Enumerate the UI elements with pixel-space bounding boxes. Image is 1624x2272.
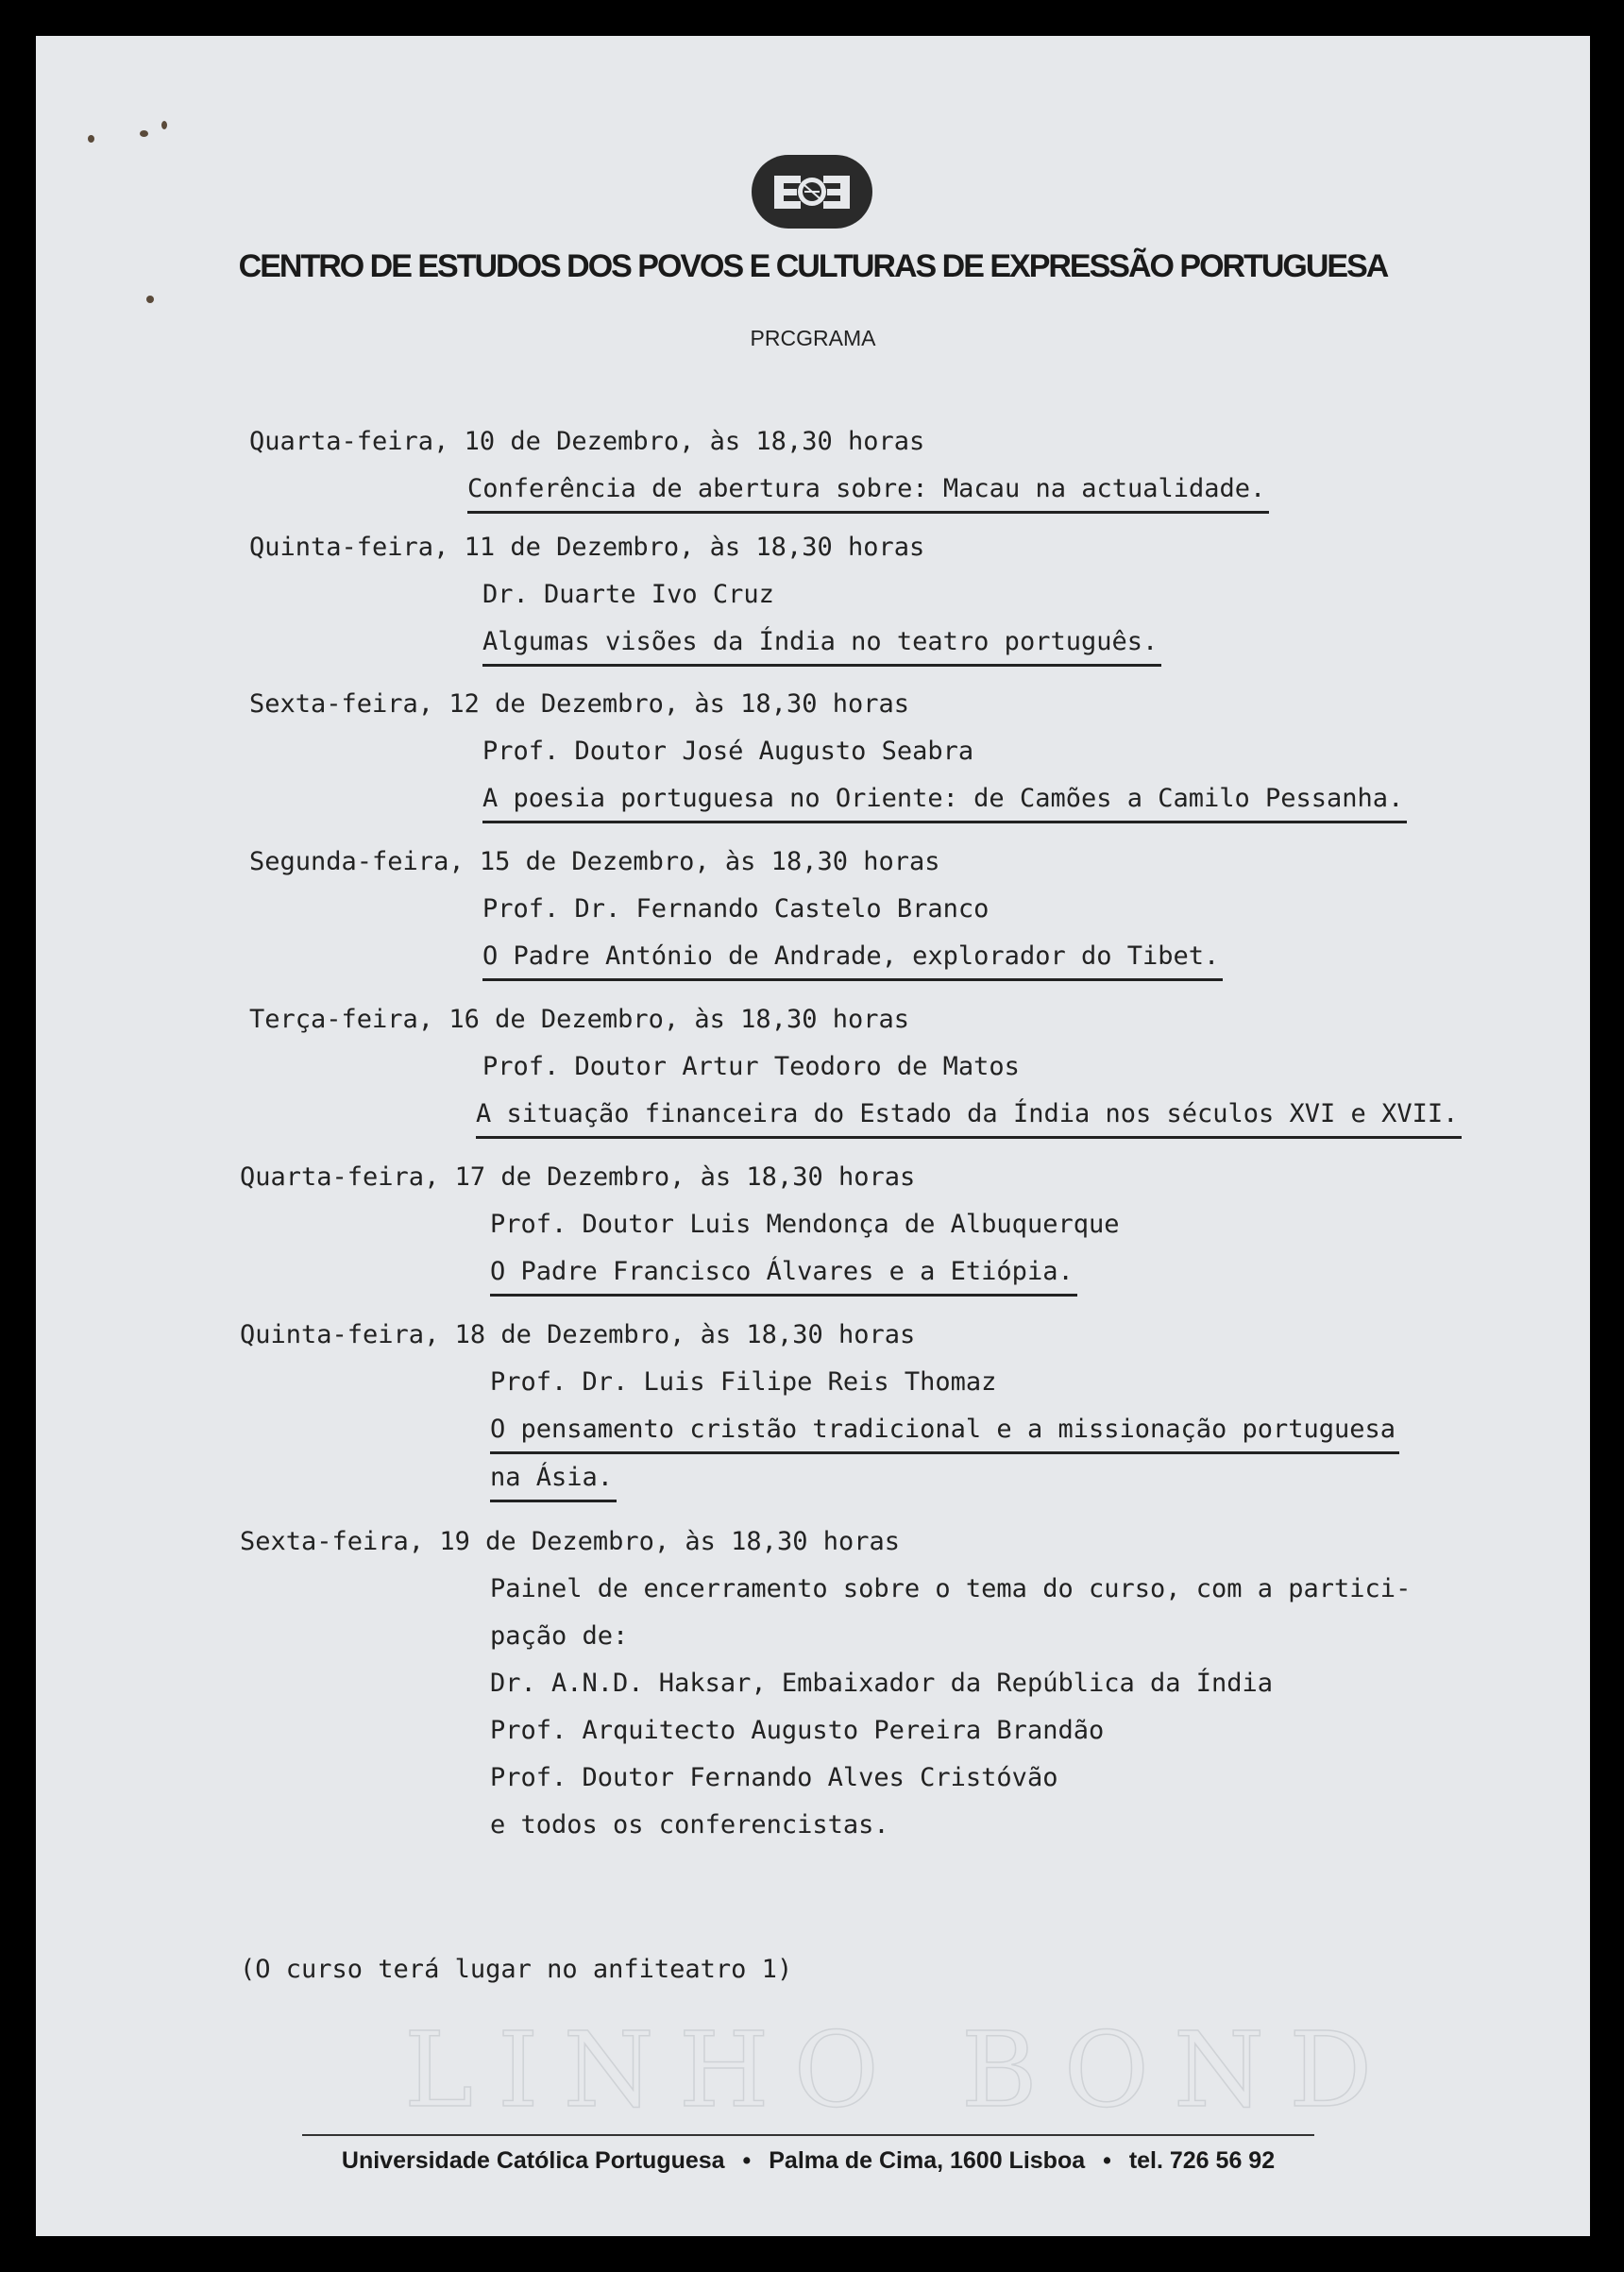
session-item xyxy=(249,839,1223,981)
stain-spot xyxy=(161,121,167,129)
stain-spot xyxy=(146,296,154,303)
session-topic: O Padre Francisco Álvares e a Etiópia. xyxy=(490,1250,1077,1297)
footer-separator: • xyxy=(1103,2147,1111,2174)
footer-institution: Universidade Católica Portuguesa xyxy=(341,2147,725,2174)
panelist-closing: e todos os conferencistas. xyxy=(490,1810,889,1840)
session-speaker: Prof. Dr. Fernando Castelo Branco xyxy=(482,894,990,924)
session-topic: O pensamento cristão tradicional e a missionação portuguesa xyxy=(490,1408,1399,1454)
session-date: Quinta-feira, 18 de Dezembro, às 18,30 horas xyxy=(240,1320,916,1349)
session-topic: Conferência de abertura sobre: Macau na actualidade. xyxy=(467,467,1269,514)
venue-note: (O curso terá lugar no anfiteatro 1) xyxy=(240,1955,793,1984)
footer-address xyxy=(302,2134,1314,2175)
session-date: Terça-feira, 16 de Dezembro, às 18,30 horas xyxy=(249,1005,909,1034)
session-description: Painel de encerramento sobre o tema do curso, com a partici- xyxy=(490,1574,1412,1603)
institute-title: CENTRO DE ESTUDOS DOS POVOS E CULTURAS DE EXPRESSÃO PORTUGUESA xyxy=(238,248,1388,284)
footer-separator: • xyxy=(742,2147,752,2174)
session-speaker: Prof. Doutor Luis Mendonça de Albuquerque xyxy=(490,1210,1120,1239)
stain-spot xyxy=(88,135,94,143)
panelist: Prof. Arquitecto Augusto Pereira Brandão xyxy=(490,1716,1105,1745)
session-date: Quarta-feira, 10 de Dezembro, às 18,30 horas xyxy=(249,427,925,456)
session-speaker: Prof. Doutor José Augusto Seabra xyxy=(482,737,974,766)
session-speaker: Prof. Dr. Luis Filipe Reis Thomaz xyxy=(490,1367,997,1397)
session-item xyxy=(249,418,1269,514)
session-speaker: Dr. Duarte Ivo Cruz xyxy=(482,580,774,609)
panelist: Dr. A.N.D. Haksar, Embaixador da República da Índia xyxy=(490,1669,1274,1698)
session-date: Quinta-feira, 11 de Dezembro, às 18,30 horas xyxy=(249,533,925,562)
session-topic-continued: na Ásia. xyxy=(490,1456,617,1502)
session-date: Segunda-feira, 15 de Dezembro, às 18,30 horas xyxy=(249,847,940,876)
session-date: Quarta-feira, 17 de Dezembro, às 18,30 horas xyxy=(240,1162,916,1192)
institute-logo-icon xyxy=(746,147,878,236)
session-topic: O Padre António de Andrade, explorador do Tibet. xyxy=(482,935,1223,981)
session-topic: Algumas visões da Índia no teatro português. xyxy=(482,620,1161,667)
session-topic: A situação financeira do Estado da Índia nos séculos XVI e XVII. xyxy=(476,1093,1462,1139)
session-item xyxy=(240,1518,1411,1849)
session-topic: A poesia portuguesa no Oriente: de Camões a Camilo Pessanha. xyxy=(482,777,1407,823)
session-item xyxy=(249,524,1161,667)
session-item xyxy=(240,1154,1119,1297)
document-page xyxy=(36,36,1590,2236)
session-description-continued: pação de: xyxy=(490,1621,629,1651)
session-date: Sexta-feira, 19 de Dezembro, às 18,30 horas xyxy=(240,1527,900,1556)
session-item xyxy=(240,1312,1399,1502)
stain-spot xyxy=(140,130,148,137)
footer-phone: tel. 726 56 92 xyxy=(1128,2147,1276,2174)
session-item xyxy=(249,681,1407,823)
program-heading: PRCGRAMA xyxy=(750,326,876,350)
session-item xyxy=(249,996,1462,1139)
paper-watermark: LINHO BOND xyxy=(404,2009,1397,2130)
footer-address-line: Palma de Cima, 1600 Lisboa xyxy=(769,2147,1086,2174)
session-date: Sexta-feira, 12 de Dezembro, às 18,30 horas xyxy=(249,689,909,719)
panelist: Prof. Doutor Fernando Alves Cristóvão xyxy=(490,1763,1058,1792)
session-speaker: Prof. Doutor Artur Teodoro de Matos xyxy=(482,1052,1020,1081)
